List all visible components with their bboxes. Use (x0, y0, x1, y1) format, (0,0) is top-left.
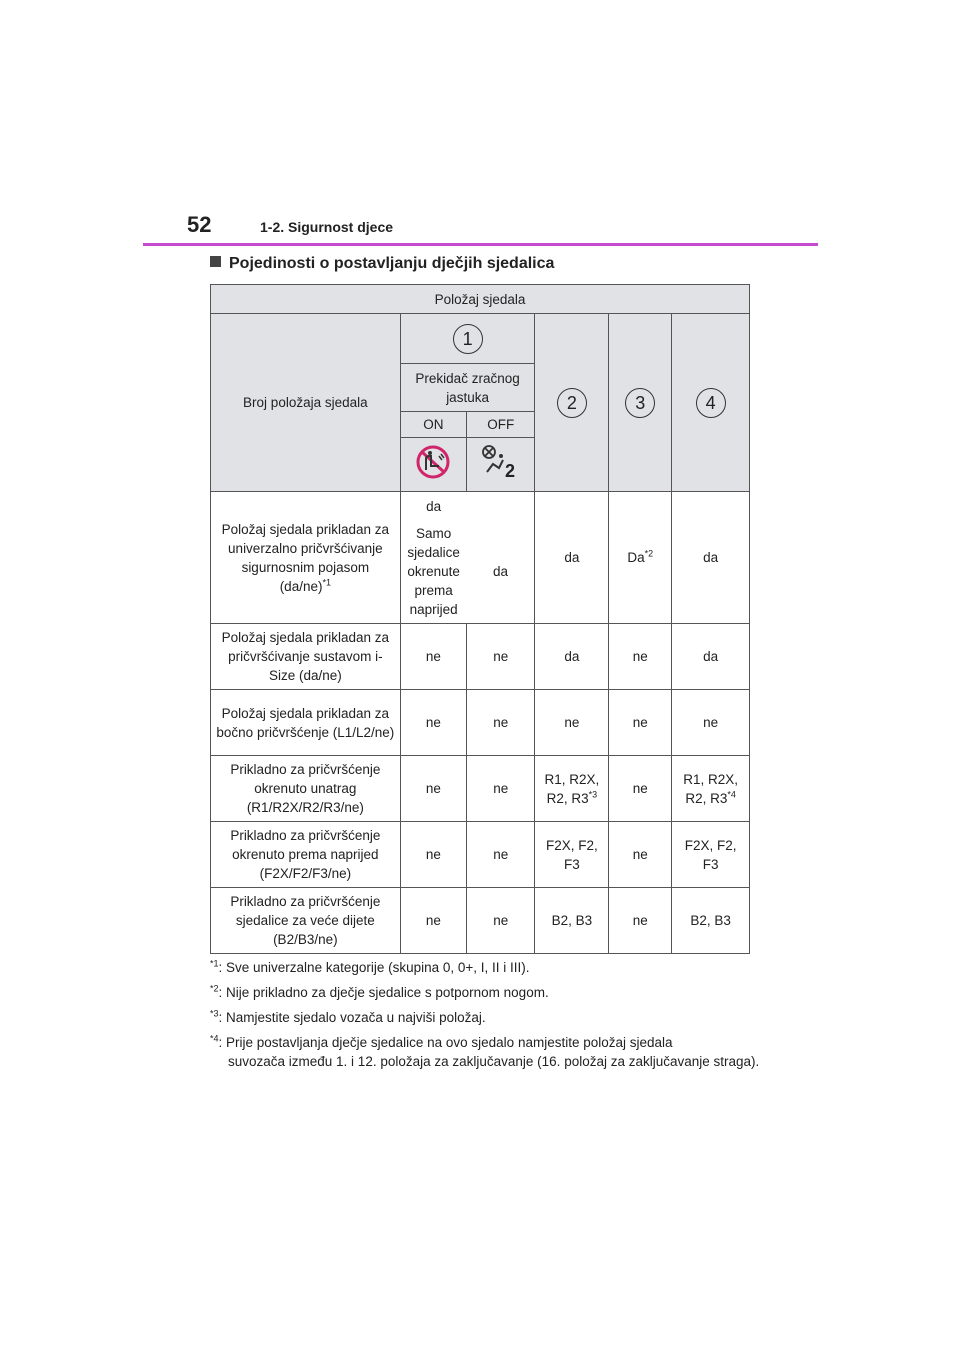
cell-value: ne (467, 624, 535, 690)
footnote-text: : Prije postavljanja dječje sjedalice na ovo sjedalo namjestite položaj sjedala (218, 1035, 673, 1050)
cell-position-4: da (672, 492, 750, 624)
row-label (211, 492, 401, 624)
cell-value: ne (400, 756, 466, 822)
footnote-ref: *2 (644, 548, 654, 559)
cell-value: B2, B3 (535, 888, 609, 954)
footnote (210, 1033, 770, 1071)
position-1-badge: 1 (453, 324, 483, 354)
position-1-header (400, 314, 535, 364)
cell-value: F2X, F2, F3 (535, 822, 609, 888)
table-row (211, 690, 750, 756)
table-title: Položaj sjedala (211, 285, 750, 314)
footnote-mark: *3 (210, 1008, 219, 1019)
footnote-ref: *4 (727, 789, 736, 799)
cell-value (672, 756, 750, 822)
page-heading (210, 255, 554, 273)
cell-value: da (535, 624, 609, 690)
airbag-on-cell (400, 438, 466, 492)
row-label: Prikladno za pričvršćenje okrenuto unatrag (R1/R2X/R2/R3/ne) (211, 756, 401, 822)
row-label: Položaj sjedala prikladan za pričvršćivanje sustavom i-Size (da/ne) (211, 624, 401, 690)
header-divider (143, 243, 818, 246)
footnote-mark: *1 (210, 958, 219, 969)
cell-text: R1, R2X, R2, R3 (544, 771, 600, 806)
footnote-text: : Sve univerzalne kategorije (skupina 0, 0+, I, II i III). (218, 960, 530, 975)
cell-value: ne (672, 690, 750, 756)
table-row (211, 888, 750, 954)
position-4-header (672, 314, 750, 492)
footnote-ref: *1 (322, 577, 331, 587)
airbag-off-icon (479, 444, 523, 480)
table-row (211, 624, 750, 690)
airbag-off-number: 2 (504, 461, 515, 480)
footnote-mark: *4 (210, 1033, 219, 1044)
table-row (211, 822, 750, 888)
position-2-header (535, 314, 609, 492)
cell-text: R1, R2X, R2, R3 (683, 771, 739, 806)
switch-off-label: OFF (467, 412, 535, 438)
cell-position-1 (400, 492, 535, 624)
position-4-badge: 4 (696, 388, 726, 418)
footnote-ref: *3 (588, 789, 598, 799)
cell-value: ne (400, 888, 466, 954)
cell-value: ne (609, 690, 672, 756)
footnote-text: : Namjestite sjedalo vozača u najviši položaj. (218, 1010, 486, 1025)
cell-value: ne (400, 690, 466, 756)
row-label: Položaj sjedala prikladan za bočno pričvršćenje (L1/L2/ne) (211, 690, 401, 756)
cell-position-2: da (535, 492, 609, 624)
switch-on-label: ON (400, 412, 466, 438)
footnote (210, 958, 770, 977)
row-header: Broj položaja sjedala (211, 314, 401, 492)
cell-value: ne (609, 822, 672, 888)
cell-value: ne (400, 624, 466, 690)
table-row (211, 492, 750, 624)
cell-value: ne (467, 822, 535, 888)
seat-position-table (210, 284, 750, 954)
footnote-continuation: suvozača između 1. i 12. položaja za zaključavanje (16. položaj za zaključavanje straga). (228, 1054, 760, 1069)
cell-value: ne (467, 690, 535, 756)
section-title: 1-2. Sigurnost djece (260, 219, 394, 235)
cell-value: ne (467, 888, 535, 954)
airbag-on-icon (413, 444, 453, 480)
cell-position-3 (609, 492, 672, 624)
cell-value: ne (467, 756, 535, 822)
position-3-header (609, 314, 672, 492)
cell-note: Samo sjedalice okrenute prema naprijed (407, 526, 460, 617)
cell-value: ne (609, 756, 672, 822)
table-row (211, 756, 750, 822)
cell-value: Da (627, 550, 645, 565)
footnote-text: : Nije prikladno za dječje sjedalice s potpornom nogom. (218, 985, 549, 1000)
cell-value: ne (609, 888, 672, 954)
position-3-badge: 3 (625, 388, 655, 418)
position-2-badge: 2 (557, 388, 587, 418)
cell-value (535, 756, 609, 822)
footnote (210, 983, 770, 1002)
row-label-text: Položaj sjedala prikladan za univerzalno pričvršćivanje sigurnosnim pojasom (da/ne) (221, 521, 390, 594)
heading-text: Pojedinosti o postavljanju dječjih sjedalica (229, 255, 555, 272)
page-number: 52 (187, 212, 212, 237)
cell-value: da (672, 624, 750, 690)
cell-value: ne (400, 822, 466, 888)
cell-value: ne (535, 690, 609, 756)
cell-value: F2X, F2, F3 (672, 822, 750, 888)
cell-value: da (492, 564, 508, 579)
cell-value: B2, B3 (672, 888, 750, 954)
airbag-off-cell (467, 438, 535, 492)
cell-value: da (426, 498, 442, 514)
airbag-switch-label: Prekidač zračnog jastuka (400, 364, 535, 412)
cell-value: ne (609, 624, 672, 690)
footnotes (210, 958, 770, 1077)
square-bullet-icon (210, 256, 221, 267)
row-label: Prikladno za pričvršćenje sjedalice za veće dijete (B2/B3/ne) (211, 888, 401, 954)
footnote (210, 1008, 770, 1027)
footnote-mark: *2 (210, 983, 219, 994)
row-label: Prikladno za pričvršćenje okrenuto prema naprijed (F2X/F2/F3/ne) (211, 822, 401, 888)
